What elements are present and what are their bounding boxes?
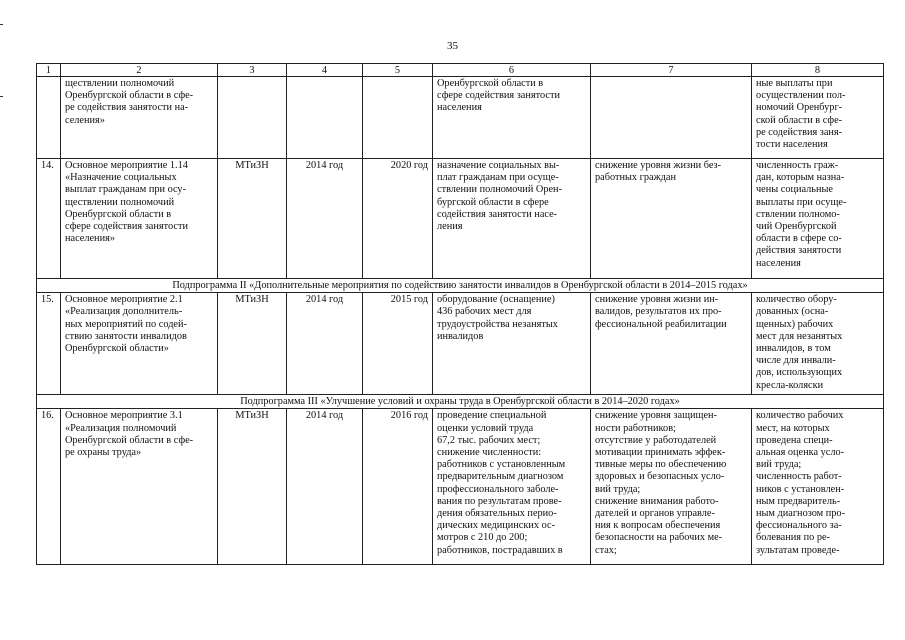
subprogram-title: Подпрограмма III «Улучшение условий и охраны труда в Оренбургской области в 2014–2020 годах» xyxy=(37,395,884,409)
row-number: 16. xyxy=(37,409,61,565)
table-row xyxy=(37,409,884,565)
start-year: 2014 год xyxy=(287,409,363,565)
column-header: 2 xyxy=(61,64,218,77)
row-number: 14. xyxy=(37,159,61,279)
start-year: 2014 год xyxy=(287,293,363,395)
event-name: ществлении полномочий Оренбургской области в сфе- ре содействия занятости на- селения» xyxy=(61,77,218,159)
indicator: количество рабочих мест, на которых проведена специ- альная оценка усло- вий труда; численность работ- ников с установлен- ным предваритель- ным диагнозом про- фессионального за- болевания по ре- зультатам проведе- xyxy=(752,409,884,565)
edge-mark xyxy=(0,96,3,97)
column-header: 4 xyxy=(287,64,363,77)
column-header: 8 xyxy=(752,64,884,77)
start-year: 2014 год xyxy=(287,159,363,279)
table-row xyxy=(37,293,884,395)
event-name: Основное мероприятие 2.1 «Реализация дополнитель- ных мероприятий по содей- ствию занятости инвалидов Оренбургской области» xyxy=(61,293,218,395)
table-header-row xyxy=(37,64,884,77)
expected-result: оборудование (оснащение) 436 рабочих мест для трудоустройства незанятых инвалидов xyxy=(433,293,591,395)
row-number: 15. xyxy=(37,293,61,395)
start-year xyxy=(287,77,363,159)
consequence: снижение уровня жизни без- работных граждан xyxy=(591,159,752,279)
column-header: 1 xyxy=(37,64,61,77)
consequence xyxy=(591,77,752,159)
table-row xyxy=(37,77,884,159)
subprogram-row xyxy=(37,279,884,293)
event-name: Основное мероприятие 1.14 «Назначение социальных выплат гражданам при осу- ществлении полномочий Оренбургской области в сфере содействия занятости населения» xyxy=(61,159,218,279)
row-number xyxy=(37,77,61,159)
indicator: ные выплаты при осуществлении пол- номочий Оренбург- ской области в сфе- ре содействия заня- тости населения xyxy=(752,77,884,159)
page-number: 35 xyxy=(447,40,458,52)
end-year: 2020 год xyxy=(363,159,433,279)
indicator: численность граж- дан, которым назна- чены социальные выплаты при осуще- ствлении полномо- чий Оренбургской области в сфере со- действия занятости населения xyxy=(752,159,884,279)
executor: МТиЗН xyxy=(218,409,287,565)
consequence: снижение уровня жизни ин- валидов, результатов их про- фессиональной реабилитации xyxy=(591,293,752,395)
end-year: 2016 год xyxy=(363,409,433,565)
edge-mark xyxy=(0,24,3,25)
expected-result: проведение специальной оценки условий труда 67,2 тыс. рабочих мест; снижение численности: работников с установленным предварительным диагнозом профессионального заболе- вания по результатам прове- дения обязательных перио- дических медицинских ос- мотров с 210 до 200; работников, пострадавших в xyxy=(433,409,591,565)
subprogram-row xyxy=(37,395,884,409)
executor: МТиЗН xyxy=(218,293,287,395)
event-name: Основное мероприятие 3.1 «Реализация полномочий Оренбургской области в сфе- ре охраны труда» xyxy=(61,409,218,565)
column-header: 7 xyxy=(591,64,752,77)
table-row xyxy=(37,159,884,279)
indicator: количество обору- дованных (осна- щенных) рабочих мест для незанятых инвалидов, в том числе для инвали- дов, использующих кресла-коляски xyxy=(752,293,884,395)
events-table xyxy=(36,63,884,565)
expected-result: Оренбургской области в сфере содействия занятости населения xyxy=(433,77,591,159)
column-header: 6 xyxy=(433,64,591,77)
expected-result: назначение социальных вы- плат гражданам при осуще- ствлении полномочий Орен- бургской области в сфере содействия занятости насе- ления xyxy=(433,159,591,279)
subprogram-title: Подпрограмма II «Дополнительные мероприятия по содействию занятости инвалидов в Оренбургской области в 2014–2015 годах» xyxy=(37,279,884,293)
column-header: 3 xyxy=(218,64,287,77)
column-header: 5 xyxy=(363,64,433,77)
executor: МТиЗН xyxy=(218,159,287,279)
end-year xyxy=(363,77,433,159)
end-year: 2015 год xyxy=(363,293,433,395)
consequence: снижение уровня защищен- ности работников; отсутствие у работодателей мотивации принимать эффек- тивные меры по обеспечению здоровых и безопасных усло- вий труда; снижение внимания работо- дателей и органов управле- ния к вопросам обеспечения безопасности на рабочих ме- стах; xyxy=(591,409,752,565)
executor xyxy=(218,77,287,159)
